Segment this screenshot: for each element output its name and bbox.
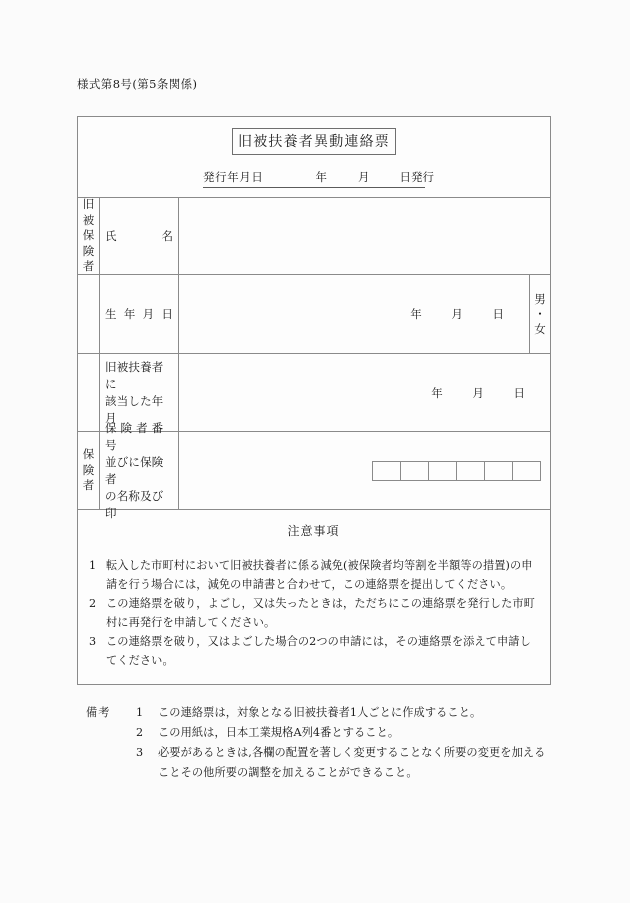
side-label-insured-person-text: [83, 197, 95, 275]
insurer-number-box[interactable]: [512, 461, 541, 481]
side-label-char: 被: [82, 212, 95, 227]
side-label-insured-person: [78, 198, 100, 274]
birthdate-day-marker: 日: [492, 307, 504, 321]
table-row-insurer: [78, 420, 550, 520]
remark-text: この用紙は，日本工業規格A列4番とすること。: [158, 726, 400, 739]
notes-section: [78, 510, 550, 684]
field-label-birthdate-char: 生: [105, 306, 117, 321]
field-label-birthdate-char: 日: [161, 306, 173, 321]
insurer-number-box[interactable]: [428, 461, 457, 481]
note-item: [87, 556, 540, 594]
side-label-insured-person-spacer: [78, 275, 100, 353]
field-label-eligibility-line1: 旧被扶養者に: [105, 359, 164, 391]
field-label-insurer-line1: 保 険 者 番 号: [105, 420, 164, 452]
gender-separator: ・: [534, 306, 546, 321]
side-label-insurer-text: [83, 447, 95, 494]
note-text: この連絡票を破り，よごし，又は失ったときは，ただちにこの連絡票を発行した市町村に再発行を申請してください。: [106, 597, 535, 629]
remark-item: [136, 723, 596, 743]
field-label-name-right: 名: [161, 228, 173, 243]
insurer-number-box[interactable]: [372, 461, 401, 481]
issue-date-month: 月: [358, 170, 370, 184]
field-value-eligibility-date[interactable]: [179, 354, 550, 431]
remark-continuation: ことその他所要の調整を加えることができること。: [158, 766, 418, 779]
side-label-char: 保: [82, 228, 95, 243]
birthdate-year-marker: 年: [410, 307, 422, 321]
field-value-insurer[interactable]: [179, 432, 550, 509]
field-label-name: [100, 198, 179, 274]
field-label-insurer-line2: 並びに保険者: [105, 454, 164, 486]
remarks-section: [86, 703, 596, 783]
remarks-heading: 備考: [86, 706, 111, 719]
birthdate-month-marker: 月: [451, 307, 463, 321]
remark-text: この連絡票は，対象となる旧被扶養者1人ごとに作成すること。: [158, 706, 482, 719]
table-row-name: [78, 198, 550, 275]
side-label-char: 旧: [82, 197, 95, 212]
issue-date-day: 日発行: [399, 170, 434, 184]
insurer-number-box[interactable]: [484, 461, 513, 481]
note-item: [87, 594, 540, 632]
field-label-insurer-line3: の名称及び印: [105, 488, 164, 520]
issue-date-label: 発行年月日: [203, 170, 264, 184]
field-value-name[interactable]: [179, 198, 550, 274]
insurer-number-boxes: [373, 461, 541, 481]
insurer-number-box[interactable]: [456, 461, 485, 481]
note-text: 転入した市町村において旧被扶養者に係る減免(被保険者均等割を半額等の措置)の申請を行う場合には，減免の申請書と合わせて，この連絡票を提出してください。: [106, 559, 533, 591]
notes-heading: 注意事項: [287, 524, 340, 538]
remark-item: [136, 743, 596, 763]
main-form-table: [77, 116, 551, 685]
remarks-list: [136, 703, 596, 783]
table-row-birthdate: [78, 275, 550, 354]
gender-selector-cell[interactable]: [529, 275, 550, 353]
side-label-insurer: [78, 432, 100, 509]
field-value-birthdate[interactable]: [179, 275, 529, 353]
remark-item: [136, 703, 596, 723]
field-label-insurer-number: [100, 420, 179, 520]
field-label-birthdate-char: 年: [123, 306, 136, 321]
issue-date-year: 年: [315, 170, 327, 184]
side-label-insurer-char: 険: [82, 462, 95, 477]
side-label-char: 者: [82, 259, 95, 274]
title-row: [78, 117, 550, 198]
remark-number: 2: [136, 726, 144, 739]
eligibility-year-marker: 年: [431, 385, 443, 400]
note-number: 2: [89, 597, 97, 610]
remark-number: 1: [136, 706, 144, 719]
issue-date-line: [203, 169, 434, 188]
note-text: この連絡票を破り，又はよごした場合の2つの申請には，その連絡票を添えて申請してください。: [106, 635, 531, 667]
field-label-birthdate-char: 月: [142, 306, 155, 321]
side-label-insured-person-spacer-2: [78, 354, 100, 431]
note-item: [87, 632, 540, 670]
eligibility-month-marker: 月: [472, 385, 484, 400]
remark-number: 3: [136, 746, 144, 759]
gender-option-female: 女: [534, 321, 546, 336]
document-title: 旧被扶養者異動連絡票: [232, 128, 396, 155]
side-label-insurer-char: 者: [82, 478, 95, 493]
note-number: 1: [89, 559, 97, 572]
side-label-char: 険: [82, 243, 95, 258]
field-label-birthdate: [100, 275, 179, 353]
form-number-label: 様式第8号(第5条関係): [77, 77, 198, 91]
birthdate-date-slots: [410, 306, 504, 322]
note-number: 3: [89, 635, 97, 648]
insurer-number-box[interactable]: [400, 461, 429, 481]
eligibility-date-slots: [431, 385, 525, 401]
field-label-name-left: 氏: [105, 228, 117, 243]
eligibility-day-marker: 日: [513, 385, 525, 400]
gender-option-male: 男: [534, 291, 546, 306]
field-label-eligibility-line2: 該当した年月: [105, 393, 164, 425]
side-label-insurer-char: 保: [82, 447, 95, 462]
remark-text: 必要があるときは,各欄の配置を著しく変更することなく所要の変更を加える: [158, 746, 546, 759]
